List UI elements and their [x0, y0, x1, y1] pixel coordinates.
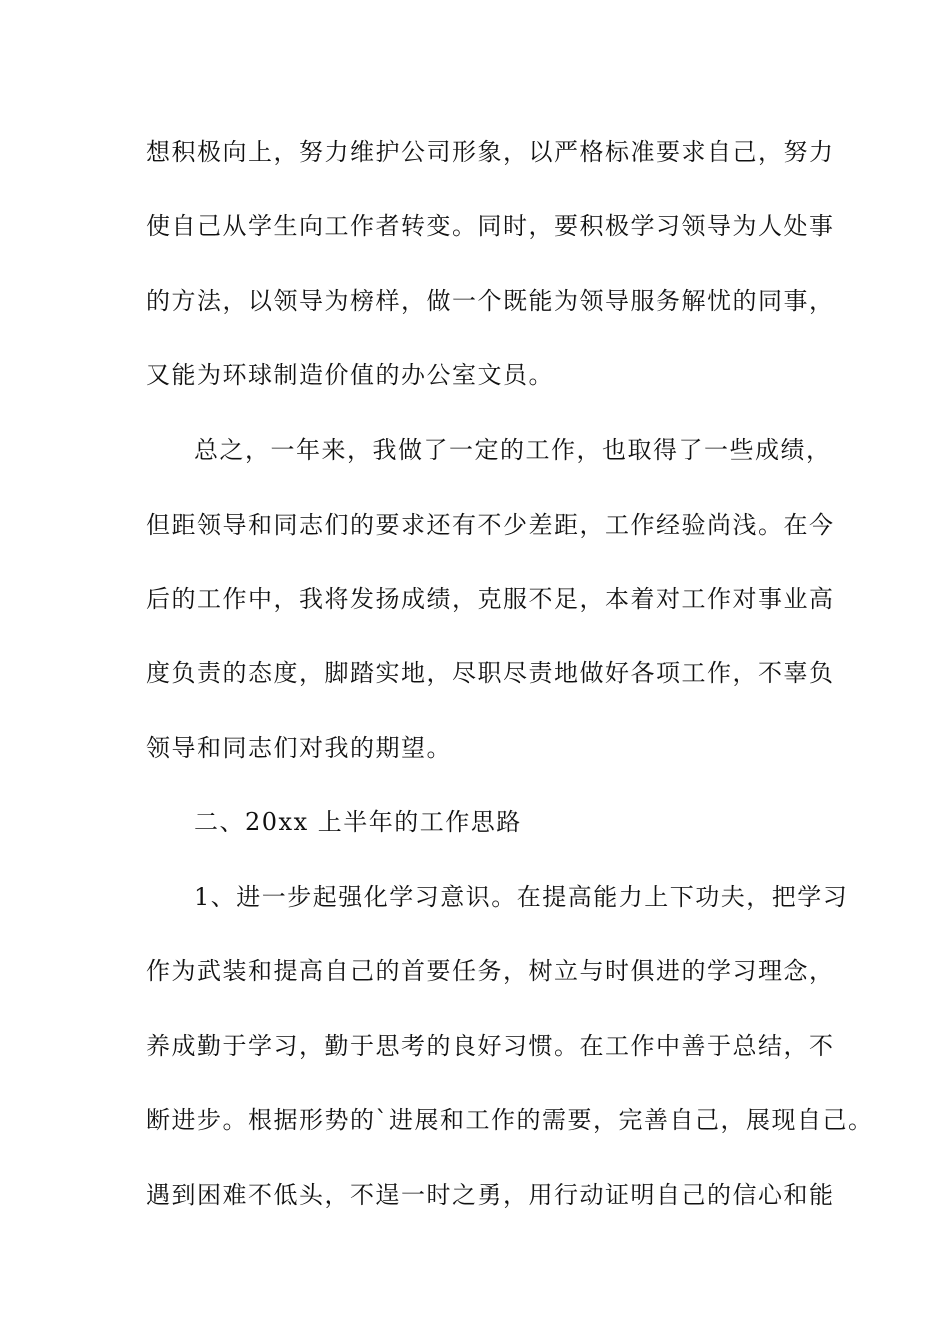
paragraph-line: 作为武装和提高自己的首要任务，树立与时俱进的学习理念，: [146, 957, 835, 985]
paragraph-line: 1、进一步起强化学习意识。在提高能力上下功夫，把学习: [194, 883, 849, 911]
paragraph-line: 又能为环球制造价值的办公室文员。: [146, 361, 554, 389]
paragraph-line: 的方法，以领导为榜样，做一个既能为领导服务解忧的同事，: [146, 287, 835, 315]
paragraph-line: 领导和同志们对我的期望。: [146, 734, 452, 762]
paragraph-line: 养成勤于学习，勤于思考的良好习惯。在工作中善于总结，不: [146, 1032, 835, 1060]
paragraph-line: 断进步。根据形势的`进展和工作的需要，完善自己，展现自己。: [146, 1106, 874, 1134]
paragraph-line: 但距领导和同志们的要求还有不少差距，工作经验尚浅。在今: [146, 511, 835, 539]
paragraph-line: 总之，一年来，我做了一定的工作，也取得了一些成绩，: [194, 436, 832, 464]
paragraph-line: 度负责的态度，脚踏实地，尽职尽责地做好各项工作，不辜负: [146, 659, 835, 687]
paragraph-line: 后的工作中，我将发扬成绩，克服不足，本着对工作对事业高: [146, 585, 835, 613]
paragraph-line: 使自己从学生向工作者转变。同时，要积极学习领导为人处事: [146, 212, 835, 240]
paragraph-line: 想积极向上，努力维护公司形象，以严格标准要求自己，努力: [146, 138, 835, 166]
section-heading: 二、20xx 上半年的工作思路: [194, 808, 522, 836]
paragraph-line: 遇到困难不低头，不逞一时之勇，用行动证明自己的信心和能: [146, 1181, 835, 1209]
